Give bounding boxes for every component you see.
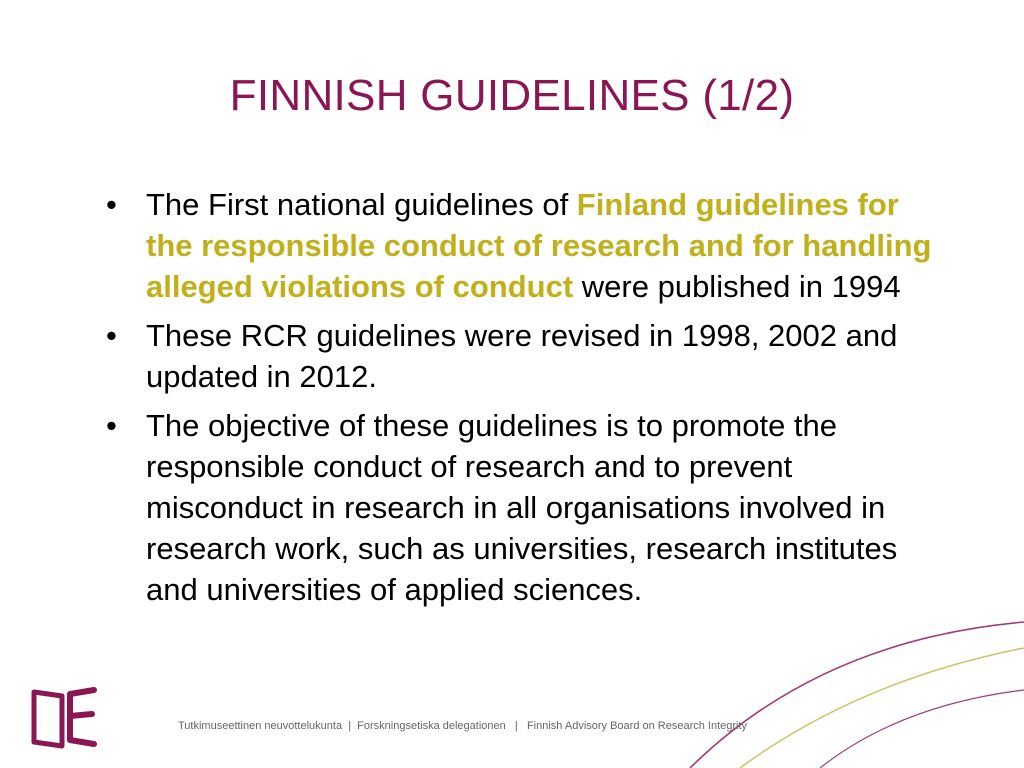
bullet-dot: • <box>106 408 117 443</box>
swoosh-purple-line <box>690 622 1024 768</box>
bullet-text: The First national guidelines of <box>146 187 577 222</box>
bullet-dot: • <box>106 318 117 353</box>
swoosh-green-line <box>740 648 1024 768</box>
bullet-dot: • <box>106 187 117 222</box>
bullet-text: These RCR guidelines were revised in 1998, 2002 and updated in 2012. <box>146 318 898 394</box>
swoosh-purple-line-2 <box>820 690 1024 768</box>
tenk-book-logo-icon <box>30 686 100 750</box>
bullet-text: The objective of these guidelines is to promote the responsible conduct of research and to prevent misconduct in research in all organisations involved in research work, such as universities, research institutes and universities of applied sciences. <box>146 408 898 607</box>
footer-text: Tutkimuseettinen neuvottelukunta | Forskningsetiska delegationen | Finnish Advisory Board on Research Integrity <box>178 720 748 732</box>
bullet-text-tail: were published in 1994 <box>573 269 901 304</box>
highlighted-guideline-title: Finland guidelines for the responsible conduct of research and for handling alleged violations of conduct <box>146 187 932 304</box>
slide-title: FINNISH GUIDELINES (1/2) <box>229 71 795 120</box>
